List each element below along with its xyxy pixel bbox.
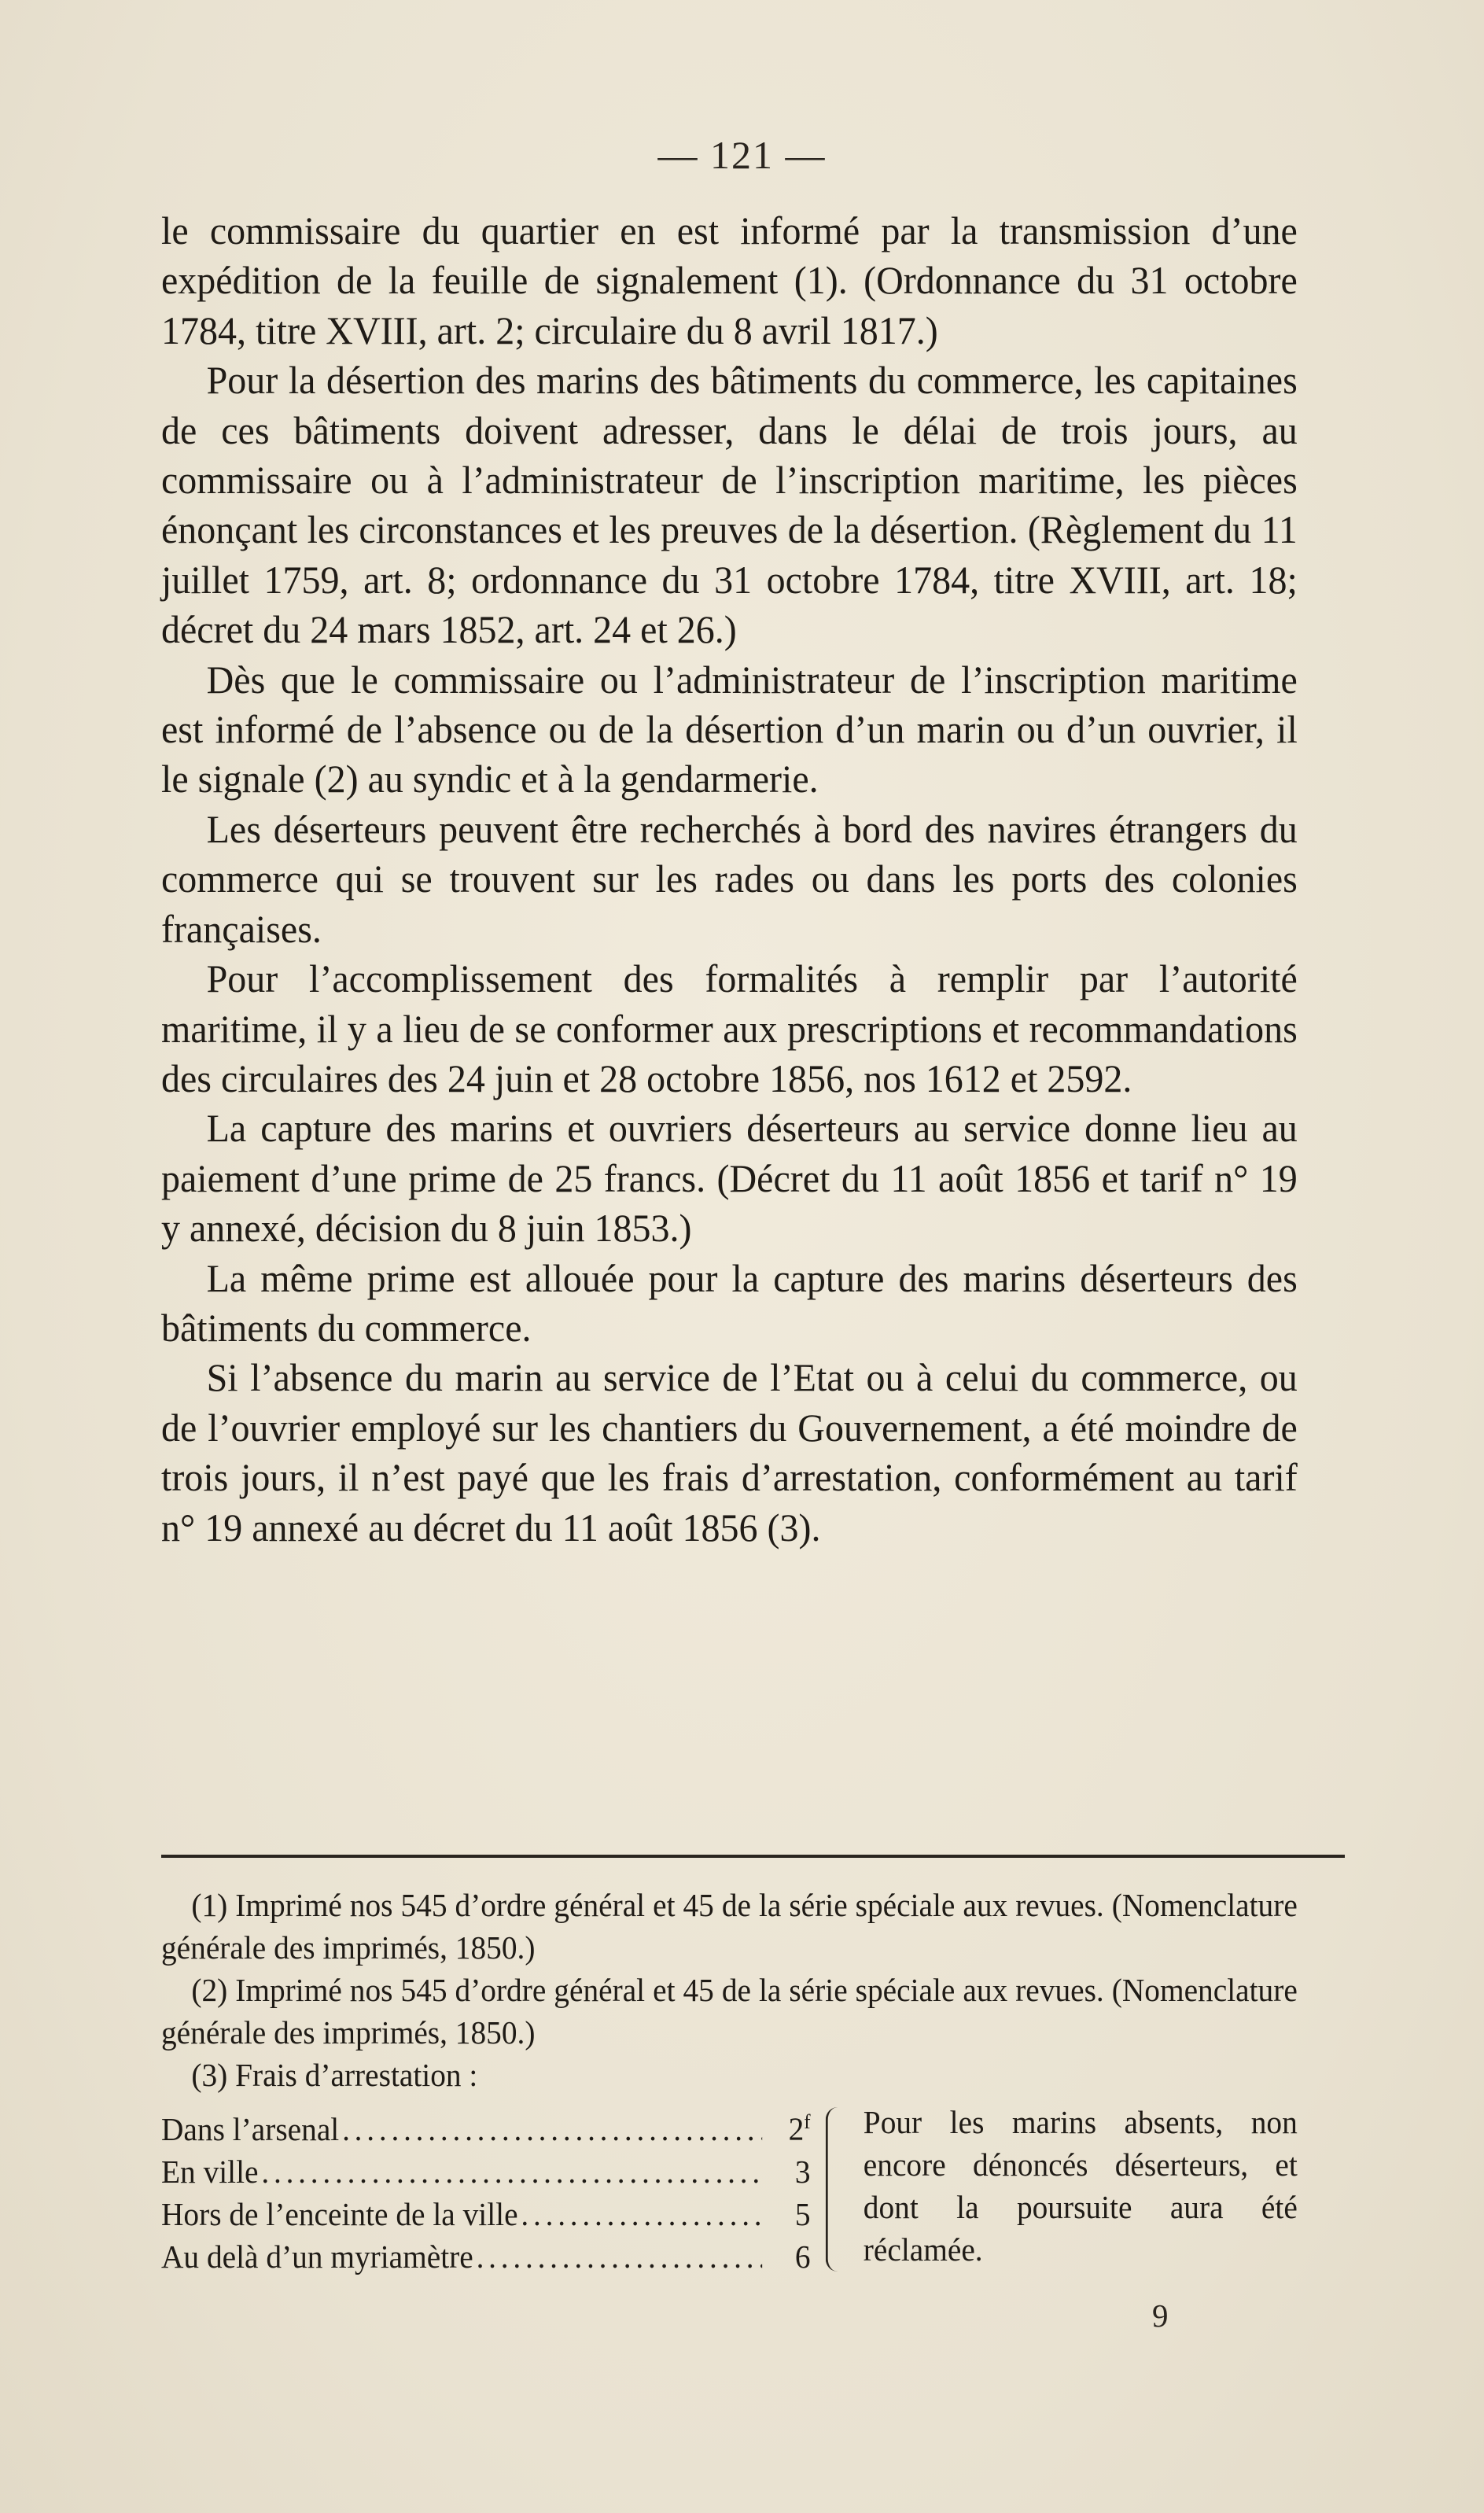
paragraph: Les déserteurs peuvent être recherchés à bord des navires étrangers du commerce qui se trouvent sur les rades ou dans les ports des colonies françaises. (161, 806, 1298, 951)
fee-amount: 5 (794, 2195, 811, 2232)
fee-amount: 2$^f$ (788, 2110, 811, 2147)
fee-row (161, 2235, 811, 2278)
fee-label: Au delà d’un myriamètre (161, 2238, 473, 2275)
fees-table (161, 2101, 1298, 2278)
paragraph: La capture des marins et ouvriers déserteurs au service donne lieu au paiement d’une prime de 25 francs. (Décret du 11 août 1856 et tarif n° 19 y annexé, décision du 8 juin 1853.) (161, 1106, 1298, 1251)
footnote-separator (161, 1855, 1345, 1858)
body-text (161, 206, 1298, 1553)
fee-row (161, 2193, 811, 2235)
dot-leader (342, 2108, 762, 2150)
footnotes (161, 1884, 1298, 2278)
page-number: — 121 — (657, 133, 827, 177)
dot-leader (261, 2150, 762, 2193)
footnote: (3) Frais d’arrestation : (191, 2057, 478, 2093)
fee-row (161, 2101, 811, 2150)
fee-label: Hors de l’enceinte de la ville (161, 2195, 518, 2232)
footnote: (1) Imprimé nos 545 d’ordre général et 45 de la série spéciale aux revues. (Nomenclature générale des imprimés, 1850.) (161, 1887, 1298, 1966)
paragraph: Pour la désertion des marins des bâtiments du commerce, les capitaines de ces bâtiments doivent adresser, dans le délai de trois jours, au commissaire ou à l’administrateur de l’inscription maritime, les pièces énonçant les circonstances et les preuves de la désertion. (Règlement du 11 juillet 1759, art. 8; ordonnance du 31 octobre 1784, titre XVIII, art. 18; décret du 24 mars 1852, art. 24 et 26.) (161, 358, 1298, 652)
brace-icon (811, 2101, 864, 2278)
paragraph: La même prime est allouée pour la capture des marins déserteurs des bâtiments du commerce. (161, 1255, 1298, 1350)
dot-leader (521, 2193, 762, 2235)
paragraph: Dès que le commissaire ou l’administrateur de l’inscription maritime est informé de l’absence ou de la désertion d’un marin ou d’un ouvrier, il le signale (2) au syndic et à la gendarmerie. (161, 657, 1298, 801)
fees-note: Pour les marins absents, non encore dénoncés déserteurs, et dont la poursuite aura été réclamée. (863, 2104, 1298, 2268)
fee-amount: 3 (794, 2153, 811, 2190)
dot-leader (477, 2235, 763, 2278)
fee-amount: 6 (794, 2238, 811, 2275)
paragraph: Pour l’accomplissement des formalités à remplir par l’autorité maritime, il y a lieu de se conformer aux prescriptions et recommandations des circulaires des 24 juin et 28 octobre 1856, nos 1612 et 2592. (161, 956, 1298, 1100)
paragraph: Si l’absence du marin au service de l’Etat ou à celui du commerce, ou de l’ouvrier employé sur les chantiers du Gouvernement, a été moindre de trois jours, il n’est payé que les frais d’arrestation, conformément au tarif n° 19 annexé au décret du 11 août 1856 (3). (161, 1355, 1298, 1549)
footnote: (2) Imprimé nos 545 d’ordre général et 45 de la série spéciale aux revues. (Nomenclature générale des imprimés, 1850.) (161, 1972, 1298, 2051)
fees-rows (161, 2101, 811, 2278)
paragraph: le commissaire du quartier en est informé par la transmission d’une expédition de la feuille de signalement (1). (Ordonnance du 31 octobre 1784, titre XVIII, art. 2; circulaire du 8 avril 1817.) (161, 208, 1298, 352)
fee-row (161, 2150, 811, 2193)
fee-label: En ville (161, 2153, 259, 2190)
signature-mark: 9 (1152, 2297, 1169, 2334)
fee-label: Dans l’arsenal (161, 2110, 340, 2147)
